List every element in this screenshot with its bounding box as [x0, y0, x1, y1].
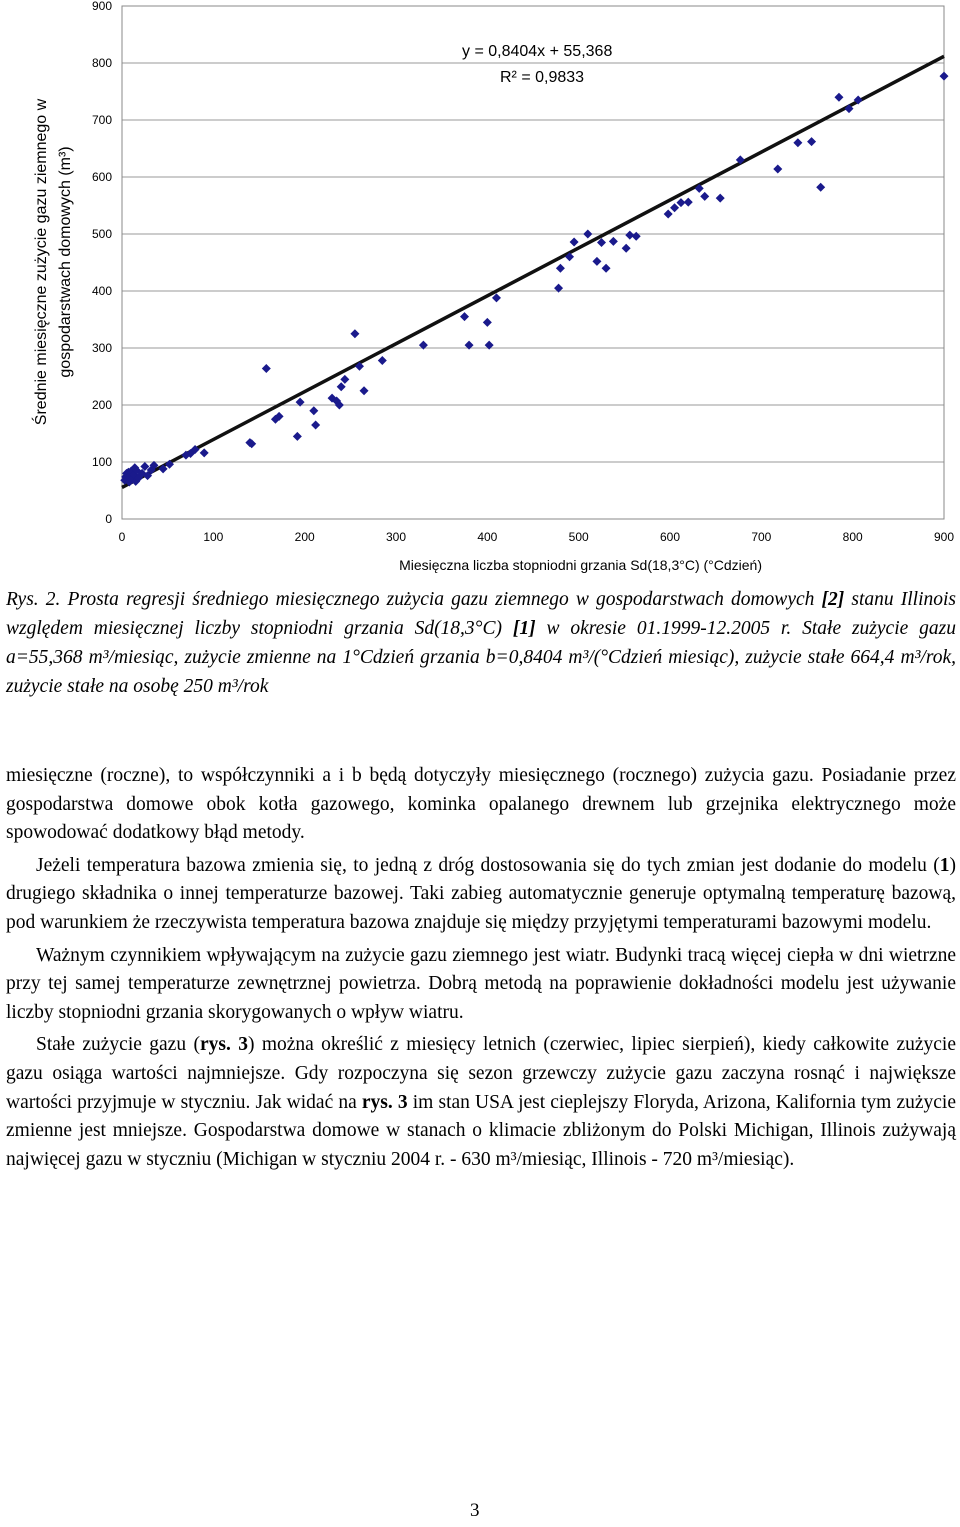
caption-ref-1: [2] [821, 589, 845, 610]
x-tick-label: 500 [568, 530, 589, 544]
data-point [602, 264, 611, 273]
y-tick-labels [92, 0, 112, 526]
data-point [609, 237, 618, 246]
data-point [664, 210, 673, 219]
data-point [684, 198, 693, 207]
paragraph-4 [6, 1031, 956, 1174]
x-axis-label: Miesięczna liczba stopniodni grzania Sd(18,3°C) (°Cdzień) [399, 557, 762, 573]
caption-ref-2: [1] [512, 618, 536, 639]
caption-label: Rys. 2. [6, 589, 61, 610]
y-tick-label: 300 [91, 341, 112, 355]
caption-text-2: stanu Illinois względem miesięcznej liczby stopniodni grzania Sd(18,3°C) [6, 589, 957, 639]
y-axis-label-line1: Średnie miesięczne zużycie gazu ziemnego w [33, 98, 50, 426]
x-tick-label: 800 [842, 530, 863, 544]
paragraph-1: miesięczne (roczne), to współczynniki a i b będą dotyczyły miesięcznego (rocznego) zużycia gazu. Posiadanie przez gospodarstwa domowe obok kotła gazowego, kominka opalanego drewnem lub grzejnika elektrycznego może spowodować dodatkowy błąd metody. [6, 765, 956, 844]
data-point [460, 312, 469, 321]
data-point [483, 318, 492, 327]
data-point [350, 329, 359, 338]
data-point [293, 432, 302, 441]
r-squared: R² = 0,9833 [500, 69, 585, 86]
page-number: 3 [470, 1500, 480, 1521]
data-point [570, 237, 579, 246]
trendline [122, 56, 944, 487]
x-tick-label: 200 [294, 530, 315, 544]
data-point [200, 448, 209, 457]
y-tick-label: 700 [91, 113, 112, 127]
x-tick-label: 600 [659, 530, 681, 544]
data-point [940, 72, 949, 81]
data-point [309, 406, 318, 415]
data-point [773, 165, 782, 174]
x-tick-labels [119, 530, 955, 544]
x-tick-label: 300 [385, 530, 407, 544]
paragraph-4-text-b: ) można określić z miesięcy letnich (czerwiec, lipiec sierpień), kiedy całkowite zużycie gazu osiąga wartości najmniejsze. Gdy rozpoczyna się sezon grzewczy zużycie gazu zaczyna rosnąć i największe wartości przyjmuje w styczniu. Jak widać na [6, 1034, 956, 1113]
data-point [592, 257, 601, 266]
regression-chart [0, 0, 960, 580]
data-point [337, 382, 346, 391]
x-tick-label: 900 [933, 530, 955, 544]
data-point [311, 420, 320, 429]
x-tick-label: 0 [118, 530, 126, 544]
paragraph-3: Ważnym czynnikiem wpływającym na zużycie gazu ziemnego jest wiatr. Budynki tracą więcej ciepła w dni wietrzne przy tej samej temperaturze zewnętrznej powietrza. Dobrą metodą na poprawienie dokładności modelu jest używanie liczby stopniodni grzania skorygowanych o wpływ wiatru. [6, 944, 956, 1023]
data-point [676, 198, 685, 207]
figure-ref-1: rys. 3 [199, 1034, 248, 1056]
y-tick-label: 0 [105, 512, 112, 526]
data-point [622, 244, 631, 253]
equation-ref: 1 [939, 854, 950, 876]
data-point [556, 264, 565, 273]
y-tick-label: 200 [91, 398, 112, 412]
x-tick-label: 700 [751, 530, 772, 544]
caption-text-3: w okresie 01.1999-12.2005 r. Stałe zużycie gazu a=55,368 m³/miesiąc, zużycie zmienne na 1°Cdzień grzania b=0,8404 m³/(°Cdzień miesiąc), zużycie stałe 664,4 m³/rok, zużycie stałe na osobę 250 m³/rok [6, 618, 956, 697]
paragraph-2-text-a: Jeżeli temperatura bazowa zmienia się, to jedną z dróg dostosowania się do tych zmian jest dodanie do modelu ( [36, 854, 940, 876]
y-tick-label: 400 [91, 284, 112, 298]
data-point [670, 203, 679, 212]
paragraph-4-text-a: Stałe zużycie gazu ( [36, 1034, 200, 1056]
data-point [793, 138, 802, 147]
data-point [583, 230, 592, 239]
data-point [807, 137, 816, 146]
data-point [360, 386, 369, 395]
regression-equation: y = 0,8404x + 55,368 [462, 43, 613, 60]
y-tick-label: 100 [91, 455, 112, 469]
paragraph-2-text-b: ) drugiego składnika o innej temperaturze bazowej. Taki zabieg automatycznie generuje optymalną temperaturę bazową, pod warunkiem że rzeczywista temperatura bazowa znajduje się między przyjętymi temperaturami bazowymi modelu. [6, 854, 956, 933]
caption-text-1: Prosta regresji średniego miesięcznego zużycia gazu ziemnego w gospodarstwach domowych [67, 589, 815, 610]
data-point [378, 356, 387, 365]
x-tick-label: 400 [477, 530, 498, 544]
data-point [632, 232, 641, 241]
data-point [340, 375, 349, 384]
data-point [716, 194, 725, 203]
data-point [492, 293, 501, 302]
paragraph-2 [6, 852, 956, 938]
y-axis-label-line2: gospodarstwach domowych (m³) [57, 146, 74, 378]
body-text [6, 762, 956, 1174]
x-tick-label: 100 [203, 530, 224, 544]
y-tick-label: 800 [91, 56, 112, 70]
data-point [262, 364, 271, 373]
y-tick-label: 500 [91, 227, 112, 241]
data-point [700, 192, 709, 201]
figure-ref-2: rys. 3 [361, 1091, 408, 1113]
y-tick-label: 600 [91, 170, 112, 184]
paragraph-4-text-c: im stan USA jest cieplejszy Floryda, Arizona, Kalifornia tym zużycie zmienne jest mniejsze. Gospodarstwa domowe w stanach o klimacie zbliżonym do Polski Michigan, Illinois zużywają najwięcej gazu w styczniu (Michigan w styczniu 2004 r. - 630 m³/miesiąc, Illinois - 720 m³/miesiąc). [6, 1091, 956, 1170]
data-point [834, 93, 843, 102]
data-point [816, 183, 825, 192]
y-axis-label [31, 98, 74, 425]
figure-caption [6, 585, 956, 701]
y-tick-label: 900 [91, 0, 112, 13]
